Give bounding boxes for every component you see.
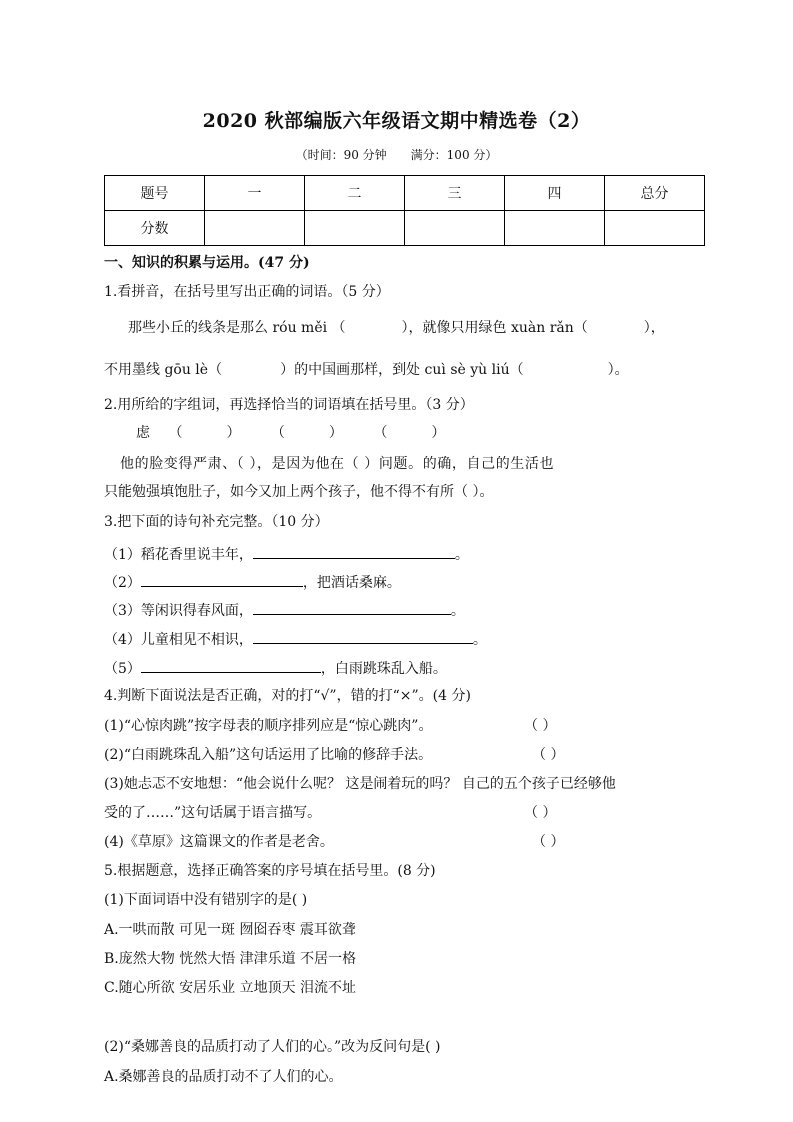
q3-item-number: （3） xyxy=(104,603,141,619)
q1-line1 xyxy=(128,318,665,338)
q5-option: A.桑娜善良的品质打动不了人们的心。 xyxy=(104,1069,343,1085)
q3-item-number: （1） xyxy=(104,547,141,563)
q2-paren-close: ） xyxy=(328,425,343,441)
score-header-cell: 四 xyxy=(505,176,605,211)
q3-item-number: （5） xyxy=(104,661,141,677)
section1-heading: 一、知识的积累与运用。(47 分) xyxy=(104,255,310,271)
score-table xyxy=(104,175,705,246)
q5-option: A.一哄而散 可见一斑 囫囵吞枣 震耳欲聋 xyxy=(104,922,356,938)
q3-item-text: 等闲识得春风面， xyxy=(140,603,253,619)
q5-option: B.庞然大物 恍然大悟 津津乐道 不居一格 xyxy=(104,951,357,967)
q3-item xyxy=(104,657,447,679)
q4-answer-paren[interactable]: （ ） xyxy=(524,805,557,821)
q4-item: 受的了……”这句话属于语言描写。 xyxy=(104,805,322,821)
q4-item: (3)她忐忑不安地想：“他会说什么呢？ 这是闹着玩的吗？ 自己的五个孩子已经够他 xyxy=(104,776,616,792)
q2-paren-open: （ xyxy=(373,425,388,441)
q3-item-number: （4） xyxy=(104,632,141,648)
q3-fill-blank[interactable] xyxy=(253,628,473,644)
exam-subtitle xyxy=(0,146,793,163)
q2-paren-close: ） xyxy=(226,425,241,441)
q3-prompt: 3.把下面的诗句补充完整。（10 分） xyxy=(104,514,329,530)
q4-item: (4)《草原》这篇课文的作者是老舍。 xyxy=(104,834,334,850)
q1-line2-text-a: 不用墨线 gōu lè（ xyxy=(104,362,223,378)
score-table-header-row xyxy=(105,176,705,211)
score-input-cell[interactable] xyxy=(505,211,605,246)
full-score: 满分：100 分） xyxy=(410,148,498,162)
score-header-cell: 三 xyxy=(405,176,505,211)
score-input-cell[interactable] xyxy=(405,211,505,246)
q1-line1-text-c: ）， xyxy=(643,320,665,336)
q2-paren-open: （ xyxy=(270,425,285,441)
q3-item-text: ，白雨跳珠乱入船。 xyxy=(320,661,447,677)
q5-option: C.随心所欲 安居乐业 立地顶天 泪流不址 xyxy=(104,980,357,996)
score-input-cell[interactable] xyxy=(605,211,705,246)
q2-paren-open: （ xyxy=(168,425,183,441)
q3-item-text: 。 xyxy=(472,632,487,648)
q1-line1-text-b: ），就像只用绿色 xuàn rǎn（ xyxy=(401,320,588,336)
q5-sub2-question: (2)“桑娜善良的品质打动了人们的心。”改为反问句是( ) xyxy=(104,1039,441,1055)
q4-item: (2)“白雨跳珠乱入船”这句话运用了比喻的修辞手法。 xyxy=(104,747,433,763)
q3-item xyxy=(104,628,487,650)
q3-item xyxy=(104,571,401,593)
score-header-cell: 总分 xyxy=(605,176,705,211)
q3-fill-blank[interactable] xyxy=(253,599,451,615)
q1-line1-text-a: 那些小丘的线条是那么 róu měi （ xyxy=(128,320,346,336)
score-header-cell: 二 xyxy=(305,176,405,211)
q2-word-row xyxy=(136,423,445,443)
q3-item-text: 。 xyxy=(454,547,469,563)
q5-prompt: 5.根据题意，选择正确答案的序号填在括号里。(8 分) xyxy=(104,863,436,879)
q4-answer-paren[interactable]: （ ） xyxy=(532,834,565,850)
q4-answer-paren[interactable]: （ ） xyxy=(524,718,557,734)
q3-item-text: 稻花香里说丰年， xyxy=(140,547,253,563)
q3-item xyxy=(104,543,469,565)
q4-prompt: 4.判断下面说法是否正确，对的打“√”，错的打“×”。(4 分) xyxy=(104,688,471,704)
time-limit: （时间：90 分钟 xyxy=(295,148,387,162)
q3-fill-blank[interactable] xyxy=(141,571,303,587)
exam-title: 2020 秋部编版六年级语文期中精选卷（2） xyxy=(202,110,591,132)
q3-item-text: 。 xyxy=(450,603,465,619)
q5-sub1-question: (1)下面词语中没有错别字的是( ) xyxy=(104,892,308,908)
q1-line2-text-c: ）。 xyxy=(607,362,629,378)
q2-sentence-line2: 只能勉强填饱肚子，如今又加上两个孩子，他不得不有所（ ）。 xyxy=(104,484,494,500)
score-row-label: 分数 xyxy=(105,211,205,246)
q3-fill-blank[interactable] xyxy=(253,543,455,559)
q3-item-text: ，把酒话桑麻。 xyxy=(302,575,401,591)
q2-prompt: 2.用所给的字组词，再选择恰当的词语填在括号里。（3 分） xyxy=(104,397,474,413)
q1-line2-text-b: ）的中国画那样，到处 cuì sè yù liú（ xyxy=(280,362,524,378)
q2-paren-close: ） xyxy=(431,425,446,441)
q3-item xyxy=(104,599,465,621)
score-input-cell[interactable] xyxy=(205,211,305,246)
score-header-cell: 题号 xyxy=(105,176,205,211)
q1-line2 xyxy=(104,360,629,380)
q3-fill-blank[interactable] xyxy=(141,657,321,673)
q2-sentence-line1: 他的脸变得严肃、（ ），是因为他在（ ）问题。的确，自己的生活也 xyxy=(120,456,555,472)
q2-char: 虑 xyxy=(136,425,150,441)
q4-item: (1)“心惊肉跳”按字母表的顺序排列应是“惊心跳肉”。 xyxy=(104,718,433,734)
q3-item-number: （2） xyxy=(104,575,141,591)
q3-item-text: 儿童相见不相识， xyxy=(140,632,253,648)
q1-prompt: 1.看拼音，在括号里写出正确的词语。（5 分） xyxy=(104,284,390,300)
score-table-score-row xyxy=(105,211,705,246)
score-header-cell: 一 xyxy=(205,176,305,211)
score-input-cell[interactable] xyxy=(305,211,405,246)
q4-answer-paren[interactable]: （ ） xyxy=(532,747,565,763)
